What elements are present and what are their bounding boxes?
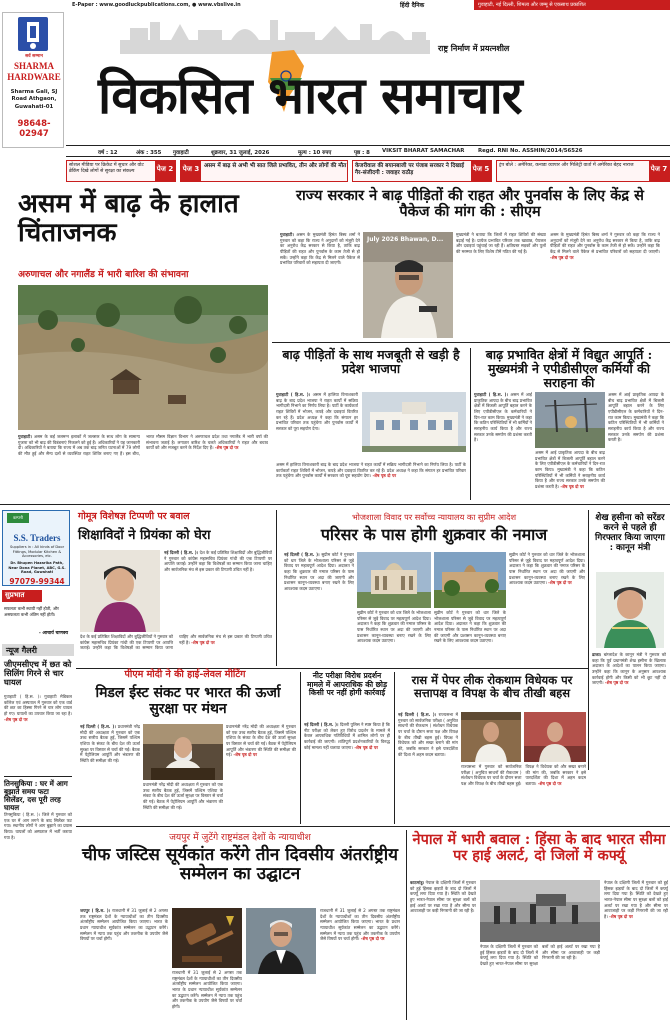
power-body-c — [535, 450, 605, 500]
info-date: शुक्रवार, 31 जुलाई, 2026 — [211, 150, 270, 156]
nepal-body-b — [480, 944, 600, 1020]
priyanka-photo — [80, 550, 160, 632]
cji-body-b — [172, 970, 242, 1020]
namaz-body-b — [357, 610, 431, 664]
neet-more-link[interactable]: -शेष पृष्ठ दो पर — [354, 744, 378, 750]
ad-ss-traders[interactable] — [2, 510, 70, 586]
top-bar — [0, 0, 670, 10]
modi-body-b-text: प्रधानमंत्री नरेंद्र मोदी की अध्यक्षता में गुरुवार को एक उच्च स्तरीय बैठक हुई, जिसमें पश्चिम एशिया के संकट के बीच देश की ऊर्जा सुरक्षा पर विस्तार से चर्चा की गई। बैठक में पेट्रोलियम आपूर्ति और भंडारण की स्थिति की समीक्षा की गई। — [143, 782, 223, 810]
sharma-phone[interactable]: 98648-02947 — [17, 119, 51, 139]
namaz-body-text: सुप्रीम कोर्ट ने गुरुवार को धार जिले के भोजशाला परिसर से जुड़े विवाद पर महत्वपूर्ण आदेश दिया। अदालत ने कहा कि शुक्रवार की नमाज परिसर के पास निर्धारित स्थान पर अदा की जाएगी और प्रशासन कानून-व्यवस्था बनाए रखने के लिए आवश्यक कदम उठाएगा। — [284, 552, 354, 592]
cji-dateline: जयपुर ( हि.स. )। — [80, 908, 111, 913]
modi-body-text: प्रधानमंत्री नरेंद्र मोदी की अध्यक्षता में गुरुवार को एक उच्च स्तरीय बैठक हुई, जिसमें पश्चिम एशिया के संकट के बीच देश की ऊर्जा सुरक्षा पर विस्तार से चर्चा की गई। बैठक में पेट्रोलियम आपूर्ति और भंडारण की स्थिति की समीक्षा की गई। — [80, 724, 140, 764]
gallery-divider — [4, 776, 72, 777]
ss-logo: कम्पनी — [7, 513, 29, 523]
teaser-1-page: पेज 2 — [155, 161, 175, 181]
state-body-b-text: मुख्यमंत्री ने बताया कि जिलों में राहत शिविरों की संख्या बढ़ाई गई है। प्रत्येक प्रभावित परिवार तक खाद्यान्न, पेयजल और दवाइयां पहुंचाई जा रही हैं। क्षतिग्रस्त सड़कों और पुलों की मरम्मत के लिए विशेष टीमें गठित की गई हैं। — [456, 232, 546, 255]
sharma-name-2: HARDWARE — [7, 72, 61, 82]
ss-address: Dr. Bhupen Hazarika Path, Near Dona Planet, ABC, G.S. Road, Guwahati — [8, 561, 66, 575]
priyanka-body-text: देश के कई प्रतिष्ठित शिक्षाविदों और बुद्धिजीवियों ने गुरुवार को कांग्रेस महासचिव प्रियंका गांधी की एक टिप्पणी पर आपत्ति जताई। उन्होंने कहा कि विशेषज्ञों का सम्मान किया जाना चाहिए और सार्वजनिक मंच से इस प्रकार की टिप्पणी उचित नहीं है। — [164, 550, 272, 573]
teaser-4-text: ट्रंप बोले : अमेरिका, कनाडा व्यापार और मिलिट्री वार्ता में अमेरिका बेहद नाराज — [499, 163, 634, 168]
namaz-bhojshala-photo — [434, 552, 506, 608]
power-dateline: गुवाहाटी ( हि.स. )। — [474, 392, 508, 397]
bjp-photo — [362, 392, 466, 452]
bjp-headline: बाढ़ पीड़ितों के साथ मजबूती से खड़ी है प्रदेश भाजपा — [282, 347, 460, 376]
priyanka-body-a — [164, 550, 272, 632]
priyanka-kicker: गोमूत्र विशेषज्ञ टिप्पणी पर बवाल — [78, 511, 190, 522]
state-more-link[interactable]: -शेष पृष्ठ दो पर — [550, 254, 574, 260]
modi-photo — [143, 724, 223, 780]
bjp-body-text: असम में हालिया विनाशकारी बाढ़ के बाद प्रदेश भाजपा ने राहत कार्यों में सक्रिय भागीदारी निभाने का निर्णय लिया है। पार्टी के कार्यकर्ता राहत शिविरों में भोजन, कपड़े और दवाइयां वितरित कर रहे हैं। प्रदेश अध्यक्ष ने कहा कि संगठन हर प्रभावित परिवार तक पहुंचेगा और पुनर्वास कार्यों में सरकार को पूरा सहयोग देगा। — [276, 392, 358, 432]
info-city: गुवाहाटी — [173, 150, 189, 156]
bjp-dateline: गुवाहाटी ( हि.स. )। — [276, 392, 311, 397]
paperleak-body-a — [398, 712, 458, 822]
info-price: मूल्य : 10 रुपए — [298, 150, 332, 156]
modi-headline: मिडल ईस्ट संकट पर भारत की ऊर्जा सुरक्षा पर मंथन — [95, 685, 281, 717]
namaz-more-link[interactable]: -शेष पृष्ठ दो पर — [548, 580, 572, 586]
namaz-body-b-text: सुप्रीम कोर्ट ने गुरुवार को धार जिले के भोजशाला परिसर से जुड़े विवाद पर महत्वपूर्ण आदेश दिया। अदालत ने कहा कि शुक्रवार की नमाज परिसर के पास निर्धारित स्थान पर अदा की जाएगी और प्रशासन कानून-व्यवस्था बनाए रखने के लिए आवश्यक कदम उठाएगा। — [357, 610, 431, 644]
cji-body-b-text: राजधानी में 31 जुलाई से 2 अगस्त तक राष्ट्रमंडल देशों के न्यायाधीशों का तीन दिवसीय अंतर्राष्ट्रीय सम्मेलन आयोजित किया जाएगा। भारत के प्रधान न्यायाधीश सूर्यकांत सम्मेलन का उद्घाटन करेंगे। सम्मेलन में न्याय तक पहुंच और तकनीक के उपयोग जैसे विषयों पर चर्चा होगी। — [172, 970, 242, 1010]
teaser-1-text: सोशल मीडिया पर क्रिकेट में सुधार और वोट ब्रेकिंग दिखे लोगों से सुरक्षा का संकल्प — [69, 163, 144, 175]
masthead-title-2-wrap — [268, 58, 521, 128]
suprabhat-quote: सफलता कभी स्थायी नहीं होती, और असफलता कभी अंतिम नहीं होती। — [4, 606, 59, 617]
modi-more-link[interactable]: -शेष पृष्ठ दो पर — [233, 752, 257, 758]
priyanka-body-b-text: देश के कई प्रतिष्ठित शिक्षाविदों और बुद्धिजीवियों ने गुरुवार को कांग्रेस महासचिव प्रियंका गांधी की एक टिप्पणी पर आपत्ति जताई। उन्होंने कहा कि विशेषज्ञों का सम्मान किया जाना चाहिए और सार्वजनिक मंच से इस प्रकार की टिप्पणी उचित नहीं है। — [80, 634, 272, 651]
hasina-headline: शेख हसीना को सरेंडर करने से पहले ही गिरफ्तार किया जाएगा : कानून मंत्री — [595, 513, 665, 553]
nepal-body-text: नेपाल के दक्षिणी जिलों में गुरुवार को हुई हिंसक झड़पों के बाद दो जिलों में कर्फ्यू लगा दिया गया है। स्थिति को देखते हुए भारत-नेपाल सीमा पर सुरक्षा बलों को हाई अलर्ट पर रखा गया है और सीमा पर आवाजाही पर कड़ी निगरानी की जा रही है। — [410, 880, 476, 914]
namaz-body-c — [434, 610, 506, 664]
divider-namaz-hasina — [588, 510, 589, 770]
cji-kicker: जयपुर में जुटेंगे राष्ट्रमंडल देशों के न्यायाधीश — [169, 832, 311, 843]
hasina-body-text: बांग्लादेश के कानून मंत्री ने गुरुवार को कहा कि पूर्व प्रधानमंत्री शेख हसीना के खिलाफ अदालत के आदेशों का पालन किया जाएगा। उन्होंने कहा कि कानून के अनुसार आवश्यक कार्रवाई होगी और किसी को भी छूट नहीं दी जाएगी। — [592, 652, 666, 686]
divider-neet-paper — [394, 672, 395, 824]
sharma-logo — [18, 17, 48, 51]
power-more-link[interactable]: -शेष पृष्ठ दो पर — [560, 484, 584, 490]
namaz-kicker: भोजशाला विवाद पर सर्वोच्च न्यायालय का सुप्रीम आदेश — [351, 512, 517, 522]
state-body-c-text: असम के मुख्यमंत्री हिमंत बिस्व शर्मा ने गुरुवार को कहा कि राज्य ने अनुदानों को मंजूरी देने का अनुरोध केंद्र सरकार से किया है, ताकि बाढ़ पीड़ितों की राहत और पुनर्वास के काम तेजी से हो सकें। उन्होंने कहा कि केंद्र से मिलने वाले पैकेज से प्रभावित परिवारों को सहायता दी जाएगी। — [550, 232, 660, 255]
gallery-item2-text: तिनसुकिया ( हि.स. )। जिले में गुरुवार को एक घर में आग लगने के बाद सिलेंडर फट गया। स्थानीय लोगों ने आग बुझाने का प्रयास किया। घायलों को अस्पताल में भर्ती कराया गया है। — [4, 812, 72, 840]
teaser-2-page-left: पेज 3 — [181, 161, 201, 181]
power-headline: बाढ़ प्रभावित क्षेत्रों में विद्युत आपूर्ति : मुख्यमंत्री ने एपीडीसीएल कर्मियों की सराहना की — [485, 347, 653, 390]
sharma-logo-label: सर्व सम्मान — [25, 54, 43, 59]
sharma-name-1: SHARMA — [14, 61, 54, 71]
bjp-more-link[interactable]: -शेष पृष्ठ दो पर — [372, 473, 397, 479]
state-body-b — [456, 232, 546, 338]
masthead-title-1: विकसित — [98, 66, 252, 126]
paperleak-photo-1 — [461, 712, 521, 762]
teaser-2[interactable] — [180, 160, 348, 182]
divider-mid — [272, 342, 670, 343]
assam-subhead: अरुणाचल और नगालैंड में भारी बारिश की संभावना — [18, 269, 189, 280]
state-headline: राज्य सरकार ने बाढ़ पीड़ितों की राहत और पुनर्वास के लिए केंद्र से पैकेज की मांग की : सीएम — [296, 187, 644, 221]
sharma-address: Sharma Gali, SJ Road Athgaon, Guwahati-01 — [10, 89, 58, 110]
info-bar — [66, 146, 670, 156]
power-body-b-text: असम में आई प्राकृतिक आपदा के बीच बाढ़ प्रभावित क्षेत्रों में बिजली आपूर्ति बहाल करने के लिए एपीडीसीएल के कर्मचारियों ने दिन-रात काम किया। मुख्यमंत्री ने कहा कि कठिन परिस्थितियों में भी कर्मियों ने सराहनीय कार्य किया है और राज्य सरकार उनके समर्पण की प्रशंसा करती है। — [608, 392, 664, 443]
infobar-bottom-rule — [66, 156, 670, 157]
neet-body-text: दिल्ली पुलिस ने स्पष्ट किया है कि नीट परीक्षा को लेकर हुए विरोध प्रदर्शन के मामले में केवल आपराधिक गतिविधियों में शामिल लोगों पर ही कार्रवाई की जाएगी। शांतिपूर्ण प्रदर्शनकारियों के विरुद्ध कोई मामला नहीं चलाया जाएगा। — [304, 722, 390, 750]
ss-brand: S.S. Traders — [13, 533, 61, 543]
priyanka-more-link[interactable]: -शेष पृष्ठ दो पर — [191, 639, 215, 645]
bjp-body-a — [276, 392, 358, 460]
paperleak-dateline: नई दिल्ली ( हि.स. )। — [398, 712, 437, 717]
suprabhat-title: सुप्रभात — [2, 590, 42, 602]
modi-body-b — [143, 782, 223, 822]
assam-body — [18, 434, 268, 498]
cji-body-a — [80, 908, 168, 1020]
namaz-body-a — [284, 552, 354, 664]
neet-dateline: नई दिल्ली ( हि.स. )। — [304, 722, 339, 727]
gallery-item1-text: गुवाहाटी ( हि.स. )। गुवाहाटी मेडिकल कॉलेज एवं अस्पताल में गुरुवार को एक वार्ड की छत का हिस्सा गिरने से चार लोग घायल हो गए। घायलों का उपचार किया जा रहा है। — [4, 694, 72, 717]
nepal-body-c-text: नेपाल के दक्षिणी जिलों में गुरुवार को हुई हिंसक झड़पों के बाद दो जिलों में कर्फ्यू लगा दिया गया है। स्थिति को देखते हुए भारत-नेपाल सीमा पर सुरक्षा बलों को हाई अलर्ट पर रखा गया है और सीमा पर आवाजाही पर कड़ी निगरानी की जा रही है। — [604, 880, 668, 920]
priyanka-dateline: नई दिल्ली ( हि.स. )। — [164, 550, 199, 555]
masthead-title — [98, 58, 658, 128]
bjp-body-b-text: असम में हालिया विनाशकारी बाढ़ के बाद प्रदेश भाजपा ने राहत कार्यों में सक्रिय भागीदारी निभाने का निर्णय लिया है। पार्टी के कार्यकर्ता राहत शिविरों में भोजन, कपड़े और दवाइयां वितरित कर रहे हैं। प्रदेश अध्यक्ष ने कहा कि संगठन हर प्रभावित परिवार तक पहुंचेगा और पुनर्वास कार्यों में सरकार को पूरा सहयोग देगा। — [276, 462, 466, 479]
teaser-1[interactable] — [66, 160, 176, 182]
divider-bottom — [76, 826, 670, 827]
namaz-dateline: नई दिल्ली ( हि.स. )। — [284, 552, 320, 557]
teaser-3[interactable] — [352, 160, 492, 182]
info-pages: पृष्ठ : 8 — [354, 150, 370, 156]
state-body-a-text: असम के मुख्यमंत्री हिमंत बिस्व शर्मा ने गुरुवार को कहा कि राज्य ने अनुदानों को मंजूरी देने का अनुरोध केंद्र सरकार से किया है, ताकि बाढ़ पीड़ितों की राहत और पुनर्वास के काम तेजी से हो सकें। उन्होंने कहा कि केंद्र से मिलने वाले पैकेज से प्रभावित परिवारों को सहायता दी जाएगी। — [280, 232, 360, 266]
assam-dateline: गुवाहाटी। — [18, 434, 32, 439]
namaz-body-c-text: सुप्रीम कोर्ट ने गुरुवार को धार जिले के भोजशाला परिसर से जुड़े विवाद पर महत्वपूर्ण आदेश दिया। अदालत ने कहा कि शुक्रवार की नमाज परिसर के पास निर्धारित स्थान पर अदा की जाएगी और प्रशासन कानून-व्यवस्था बनाए रखने के लिए आवश्यक कदम उठाएगा। — [434, 610, 506, 644]
cji-headline: चीफ जस्टिस सूर्यकांत करेंगे तीन दिवसीय अंतर्राष्ट्रीय सम्मेलन का उद्घाटन — [82, 845, 398, 885]
nepal-more-link[interactable]: -शेष पृष्ठ दो पर — [609, 914, 633, 920]
nepal-body-b-text: नेपाल के दक्षिणी जिलों में गुरुवार को हुई हिंसक झड़पों के बाद दो जिलों में कर्फ्यू लगा दिया गया है। स्थिति को देखते हुए भारत-नेपाल सीमा पर सुरक्षा बलों को हाई अलर्ट पर रखा गया है और सीमा पर आवाजाही पर कड़ी निगरानी की जा रही है। — [480, 944, 600, 967]
assam-flood-photo — [18, 285, 268, 430]
modi-kicker: पीएम मोदी ने की हाई-लेवल मीटिंग — [124, 669, 246, 680]
modi-body-a — [80, 724, 140, 822]
divider-row2 — [0, 504, 670, 505]
state-dateline: गुवाहाटी। — [280, 232, 294, 237]
suprabhat-author: - आचार्य चाणक्य — [38, 631, 68, 636]
epaper-link[interactable]: E-Paper : www.goodluckpublications.com, ● www.vbslive.in — [72, 2, 241, 8]
power-body-text: असम में आई प्राकृतिक आपदा के बीच बाढ़ प्रभावित क्षेत्रों में बिजली आपूर्ति बहाल करने के लिए एपीडीसीएल के कर्मचारियों ने दिन-रात काम किया। मुख्यमंत्री ने कहा कि कठिन परिस्थितियों में भी कर्मियों ने सराहनीय कार्य किया है और राज्य सरकार उनके समर्पण की प्रशंसा करती है। — [474, 392, 532, 443]
paperleak-photo-2 — [524, 712, 586, 762]
cji-body-text: राजधानी में 31 जुलाई से 2 अगस्त तक राष्ट्रमंडल देशों के न्यायाधीशों का तीन दिवसीय अंतर्राष्ट्रीय सम्मेलन आयोजित किया जाएगा। भारत के प्रधान न्यायाधीश सूर्यकांत सम्मेलन का उद्घाटन करेंगे। सम्मेलन में न्याय तक पहुंच और तकनीक के उपयोग जैसे विषयों पर चर्चा होगी। — [80, 908, 168, 942]
paperleak-body-b-text: राज्यसभा में गुरुवार को सार्वजनिक परीक्षा ( अनुचित साधनों की रोकथाम ) संशोधन विधेयक पर चर्चा के दौरान सत्ता पक्ष और विपक्ष के बीच तीखी बहस हुई। विपक्ष ने विधेयक को और सख्त बनाने की मांग की, जबकि सरकार ने इसे पारदर्शिता की दिशा में अहम कदम बताया। — [461, 764, 586, 787]
teaser-4-page: पेज 7 — [649, 161, 669, 181]
teaser-3-text: केजरीवाल की बयानबाजी पर पंजाब सरकार ने दिखाई गैर-संजीदगी : जवाहर राठौड़ — [355, 163, 464, 177]
teaser-4[interactable] — [496, 160, 670, 182]
state-body-a — [280, 232, 360, 338]
gallery-item1-body — [4, 694, 72, 772]
masthead-title-2: भारत समाचार — [268, 66, 522, 126]
state-body-c — [550, 232, 660, 338]
namaz-body-d-text: सुप्रीम कोर्ट ने गुरुवार को धार जिले के भोजशाला परिसर से जुड़े विवाद पर महत्वपूर्ण आदेश दिया। अदालत ने कहा कि शुक्रवार की नमाज परिसर के पास निर्धारित स्थान पर अदा की जाएगी और प्रशासन कानून-व्यवस्था बनाए रखने के लिए आवश्यक कदम उठाएगा। — [509, 552, 585, 586]
info-issue: अंक : 355 — [136, 150, 162, 156]
priyanka-body-b — [80, 634, 272, 664]
nepal-headline — [410, 832, 668, 864]
gallery-item2-headline: तिनसुकिया : घर में आग बुझाते समय फटा सिलेंडर, दस पूरी तरह घायल — [4, 779, 68, 813]
nepal-body-c — [604, 880, 668, 1020]
teaser-2-text: असम में बाढ़ से अभी भी सात जिले प्रभावित, तीन और लोगों की मौत — [204, 163, 347, 169]
gallery-item2-body — [4, 812, 72, 856]
modi-body-c-text: प्रधानमंत्री नरेंद्र मोदी की अध्यक्षता में गुरुवार को एक उच्च स्तरीय बैठक हुई, जिसमें पश्चिम एशिया के संकट के बीच देश की ऊर्जा सुरक्षा पर विस्तार से चर्चा की गई। बैठक में पेट्रोलियम आपूर्ति और भंडारण की स्थिति की समीक्षा की गई। — [226, 724, 296, 758]
cji-body-c-text: राजधानी में 31 जुलाई से 2 अगस्त तक राष्ट्रमंडल देशों के न्यायाधीशों का तीन दिवसीय अंतर्राष्ट्रीय सम्मेलन आयोजित किया जाएगा। भारत के प्रधान न्यायाधीश सूर्यकांत सम्मेलन का उद्घाटन करेंगे। सम्मेलन में न्याय तक पहुंच और तकनीक के उपयोग जैसे विषयों पर चर्चा होगी। — [320, 908, 400, 942]
ad-suprabhat — [2, 590, 70, 640]
paperleak-body-b — [461, 764, 586, 822]
cji-more-link[interactable]: -शेष पृष्ठ दो पर — [360, 936, 385, 942]
info-regd: Regd. RNI No. ASSHIN/2014/56526 — [478, 148, 583, 154]
priyanka-headline: शिक्षाविदों ने प्रियंका को घेरा — [78, 528, 211, 543]
namaz-body-d — [509, 552, 585, 664]
divider-priyanka-namaz — [276, 510, 277, 666]
paperleak-headline: रास में पेपर लीक रोकथाम विधेयक पर सत्तापक्ष व विपक्ष के बीच तीखी बहस — [411, 673, 573, 700]
assam-body-text: असम के कई जलमग्न इलाकों में जलस्तर के साथ लोग के सामान्य गुजारा को भी बाढ़ की विडंबनाएं निकलने को हुई हैं। अधिकारियों ने यह जानकारी दी। अधिकारियों ने बताया कि राज्य में अब तक बाढ़ जनित घटनाओं में 79 लोगों की मौत हुई और सैन्य दलों से व्यवस्थित राहत शिविर बनाए गए हैं। इस बीच, भारत मौसम विज्ञान विभाग ने अरुणाचल प्रदेश तथा नगालैंड में भारी वर्षा की संभावना जताई है। लगातार बारिश के चलते अधिकारियों ने राहत और बचाव कार्यों को और मजबूत करने के निर्देश दिए हैं। — [18, 434, 268, 457]
assam-more-link[interactable]: -शेष पृष्ठ दो पर — [214, 445, 239, 451]
divider-modi-neet — [300, 672, 301, 824]
gallery-item1-more[interactable]: -शेष पृष्ठ दो पर — [4, 716, 28, 722]
state-photo-caption: July 2026 Bhawan, D... — [367, 236, 444, 243]
hasina-more-link[interactable]: -शेष पृष्ठ दो पर — [604, 680, 629, 686]
nepal-body-a — [410, 880, 476, 1020]
teaser-strip — [66, 160, 670, 182]
neet-headline: नीट परीक्षा विरोध प्रदर्शन मामले में आपराधिक की छोड़ किसी पर नहीं होगी कार्रवाई — [306, 671, 388, 697]
editions-banner: गुवाहाटी, नई दिल्ली, शिमला और जम्मू से एकसाथ प्रकाशित — [474, 0, 670, 10]
nepal-headline-text: नेपाल में भारी बवाल : हिंसा के बाद भारत सीमा पर हाई अलर्ट, दो जिलों में कर्फ्यू — [412, 831, 666, 865]
gallery-item1-headline: जीएमसीएच में छत को सिलिंग गिरने से चार घायल — [4, 659, 72, 688]
cji-gavel-photo — [172, 908, 242, 968]
power-body-c-text: असम में आई प्राकृतिक आपदा के बीच बाढ़ प्रभावित क्षेत्रों में बिजली आपूर्ति बहाल करने के लिए एपीडीसीएल के कर्मचारियों ने दिन-रात काम किया। मुख्यमंत्री ने कहा कि कठिन परिस्थितियों में भी कर्मियों ने सराहनीय कार्य किया है और राज्य सरकार उनके समर्पण की प्रशंसा करती है। — [535, 450, 605, 490]
modi-dateline: नई दिल्ली ( हि.स. )। — [80, 724, 116, 729]
info-paper-name: VIKSIT BHARAT SAMACHAR — [382, 148, 465, 154]
bjp-body-b — [276, 462, 466, 500]
power-body-a — [474, 392, 532, 500]
cji-portrait-photo — [246, 908, 316, 974]
paperleak-body-text: राज्यसभा में गुरुवार को सार्वजनिक परीक्षा ( अनुचित साधनों की रोकथाम ) संशोधन विधेयक पर चर्चा के दौरान सत्ता पक्ष और विपक्ष के बीच तीखी बहस हुई। विपक्ष ने विधेयक को और सख्त बनाने की मांग की, जबकि सरकार ने इसे पारदर्शिता की दिशा में अहम कदम बताया। — [398, 712, 458, 757]
power-body-b — [608, 392, 664, 500]
masthead-tagline: राष्ट्र निर्माण में प्रयत्नशील — [438, 44, 510, 53]
paperleak-more-link[interactable]: -शेष पृष्ठ दो पर — [537, 781, 562, 787]
ss-phone[interactable]: 97079-99344 — [9, 577, 65, 586]
assam-headline: असम में बाढ़ के हालात चिंताजनक — [18, 189, 239, 249]
namaz-headline: परिसर के पास होगी शुक्रवार की नमाज — [320, 525, 548, 544]
teaser-3-page: पेज 5 — [471, 161, 491, 181]
power-photo — [535, 392, 605, 448]
divider-cji-nepal — [406, 830, 407, 1020]
nepal-dateline: काठमांडू। — [410, 880, 425, 885]
divider-bjp-power — [470, 348, 471, 500]
neet-body — [304, 722, 390, 822]
hasina-body — [592, 652, 666, 770]
news-gallery-title: न्यूज गैलरी — [2, 644, 74, 656]
hindi-daily-label: हिंदी दैनिक — [400, 2, 425, 9]
ss-desc: Suppliers in : All kinds of Door Fittings, Modular Kitchen & Accessories, etc. — [9, 545, 65, 559]
cji-body-c — [320, 908, 400, 1020]
modi-body-c — [226, 724, 296, 822]
hasina-photo — [596, 572, 664, 648]
hasina-dateline: ढाका। — [592, 652, 602, 657]
ad-sharma-hardware[interactable] — [2, 12, 64, 148]
nepal-photo — [480, 880, 600, 942]
namaz-court-photo — [357, 552, 431, 608]
state-cm-photo — [363, 232, 453, 338]
info-year: वर्ष : 12 — [98, 150, 118, 156]
